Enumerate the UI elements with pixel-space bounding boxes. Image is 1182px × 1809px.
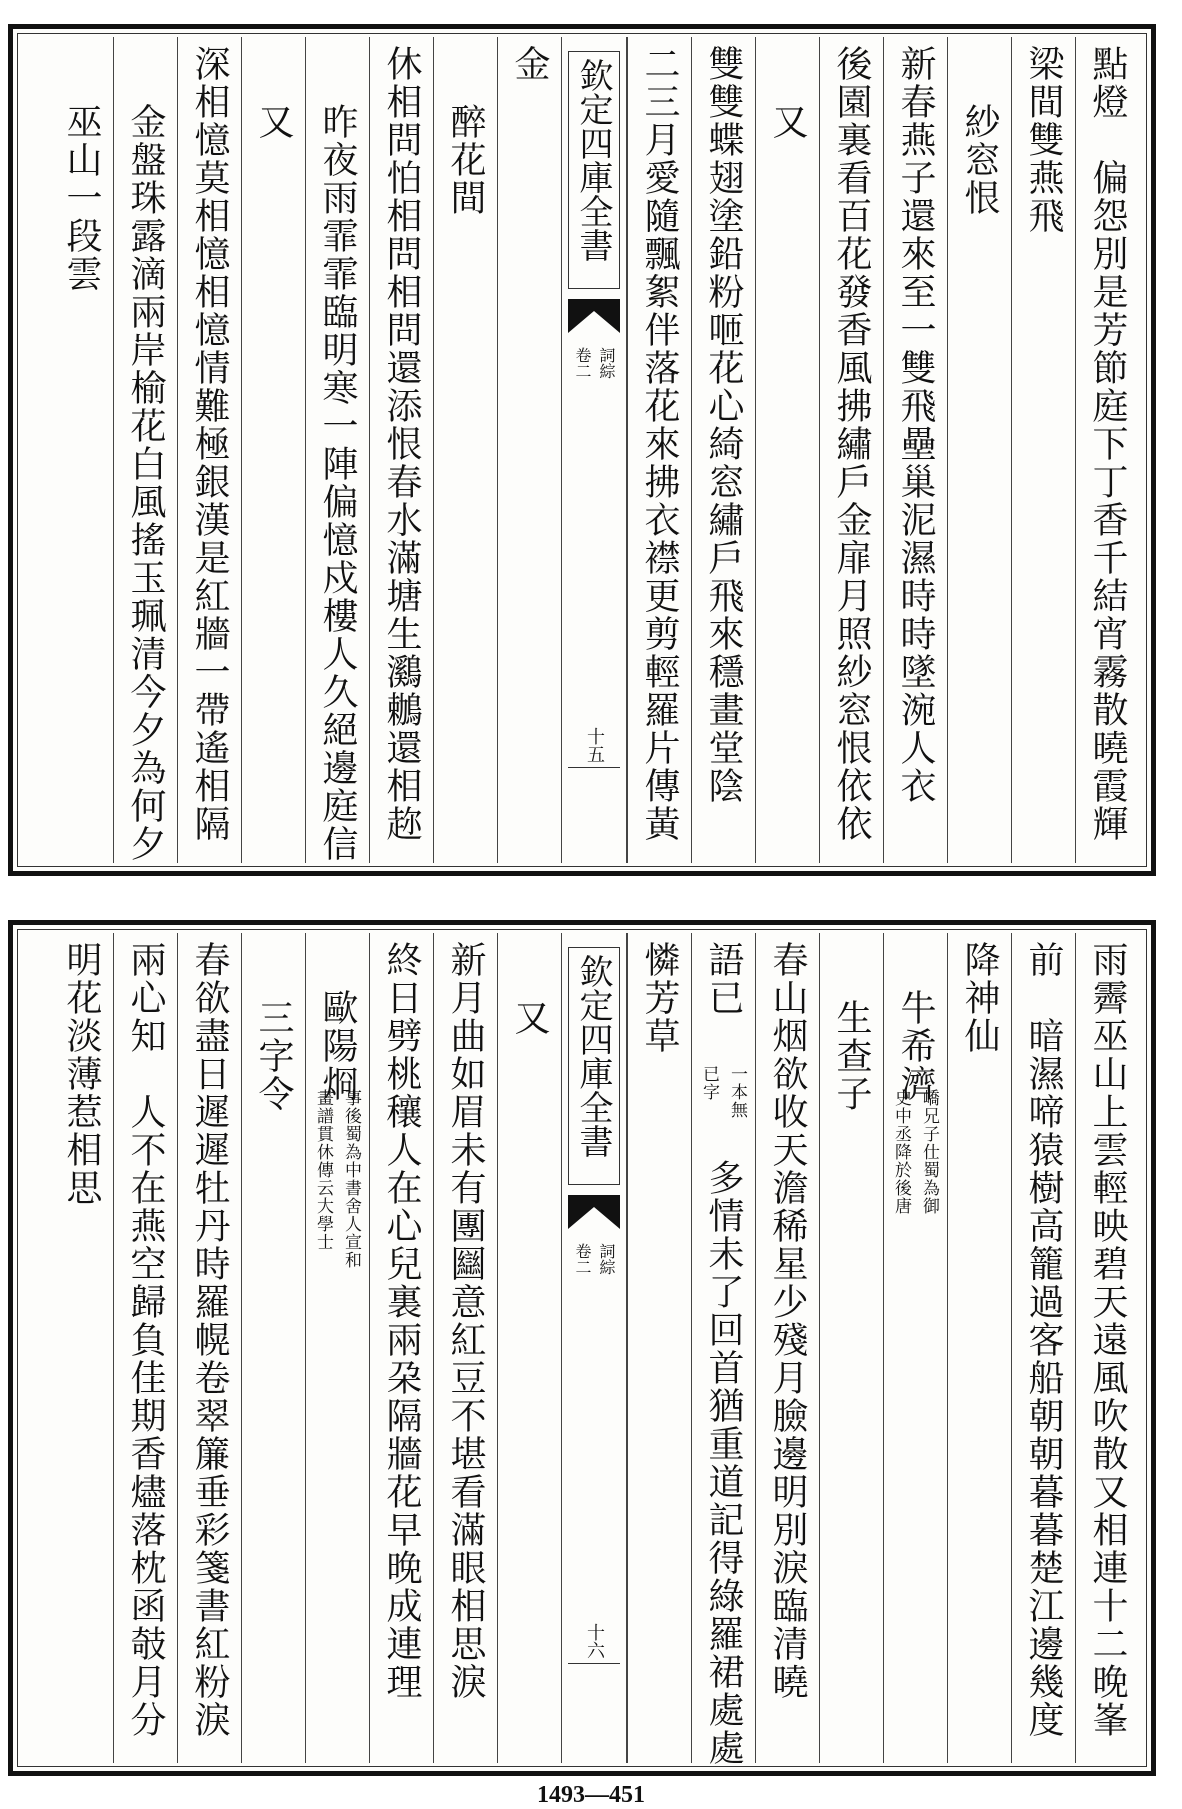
top-page [8, 24, 1156, 876]
text-column [947, 933, 1011, 1763]
annotation-note: 一本無 已字 [699, 1065, 747, 1119]
column-text: 點燈 偏怨別是芳節庭下丁香千結宵霧散曉霞輝 [1087, 45, 1128, 843]
column-text: 生查子 [831, 999, 872, 1113]
text-column [1011, 933, 1075, 1763]
column-text: 金 [509, 45, 550, 83]
bottom-page [8, 920, 1156, 1776]
page-number: 1493—451 [537, 1782, 645, 1808]
column-text: 休相問怕相問相問還添恨春水滿塘生鸂鶒還相趂 [381, 45, 422, 843]
folio-rule [568, 1663, 620, 1664]
text-column [369, 933, 433, 1763]
text-column [883, 933, 947, 1763]
folio-rule [568, 767, 620, 768]
column-text: 深相憶莫相憶相憶情難極銀漢是紅牆一帶遙相隔 [189, 45, 230, 843]
text-column [755, 933, 819, 1763]
text-column [627, 37, 691, 863]
text-column [241, 37, 305, 863]
column-text: 醉花間 [445, 103, 486, 217]
text-column [1075, 933, 1139, 1763]
annotation-note: 事後蜀為中書舍人宣和 畫譜貫休傳云大學士 [313, 1089, 361, 1269]
column-text: 終日劈桃穰人在心兒裏兩朶隔牆花早晚成連理 [381, 941, 422, 1701]
column-text: 前 暗濕啼猿樹高籠過客船朝朝暮暮楚江邊幾度 [1023, 941, 1064, 1739]
text-column [241, 933, 305, 1763]
text-column [1011, 37, 1075, 863]
volume-label: 詞綜 卷二 [573, 347, 616, 379]
text-column [49, 37, 113, 863]
center-column [561, 933, 627, 1763]
text-column [627, 933, 691, 1763]
column-text: 春山烟欲收天澹稀星少殘月臉邊明別淚臨清曉 [767, 941, 808, 1701]
column-text: 後園裏看百花發香風拂繡戶金扉月照紗窓恨依依 [831, 45, 872, 843]
fishtail-mark [568, 299, 620, 333]
column-text: 春欲盡日遲遲牡丹時羅幌卷翠簾垂彩箋書紅粉淚 [189, 941, 230, 1739]
volume-label: 詞綜 卷二 [573, 1243, 616, 1275]
text-column [113, 933, 177, 1763]
center-column [561, 37, 627, 863]
column-text: 昨夜雨霏霏臨明寒一陣偏憶戍樓人久絕邊庭信 [317, 103, 358, 863]
text-column [1075, 37, 1139, 863]
text-column [305, 933, 369, 1763]
text-column [433, 37, 497, 863]
text-column [113, 37, 177, 863]
column-text: 新月曲如眉未有團圝意紅豆不堪看滿眼相思淚 [445, 941, 486, 1701]
column-text: 二三月愛隨飄絮伴落花來拂衣襟更剪輕羅片傳黃 [639, 45, 680, 843]
text-column [755, 37, 819, 863]
text-column [433, 933, 497, 1763]
text-column [49, 933, 113, 1763]
text-column [177, 933, 241, 1763]
text-column [305, 37, 369, 863]
column-text: 歐陽烱 [317, 989, 358, 1103]
column-text: 雨霽巫山上雲輕映碧天遠風吹散又相連十二晚峯 [1087, 941, 1128, 1739]
column-text: 又 [767, 103, 808, 141]
column-text: 憐芳草 [639, 941, 680, 1055]
folio-number: 十五 [584, 727, 605, 763]
column-text: 紗窓恨 [959, 103, 1000, 217]
column-text: 三字令 [253, 999, 294, 1113]
text-column [691, 37, 755, 863]
column-text: 語已 [703, 941, 744, 1017]
column-text: 牛希濟 [895, 989, 936, 1103]
book-title: 欽定四庫全書 [568, 947, 620, 1185]
column-text: 雙雙蝶翅塗鉛粉咂花心綺窓繡戶飛來穩畫堂陰 [703, 45, 744, 805]
column-text: 明花淡薄惹相思 [61, 941, 102, 1207]
text-column [819, 933, 883, 1763]
text-column [177, 37, 241, 863]
text-column [497, 37, 561, 863]
column-text: 梁間雙燕飛 [1023, 45, 1064, 235]
text-column [369, 37, 433, 863]
column-text: 金盤珠露滴兩岸榆花白風搖玉珮清今夕為何夕 [125, 103, 166, 863]
fishtail-mark [568, 1195, 620, 1229]
text-column [497, 933, 561, 1763]
text-column [947, 37, 1011, 863]
annotation-note: 嶠兄子仕蜀為御 史中丞降於後唐 [891, 1089, 939, 1215]
text-column [691, 933, 755, 1767]
book-title: 欽定四庫全書 [568, 51, 620, 289]
column-text: 兩心知 人不在燕空歸負佳期香燼落枕函攲月分 [125, 941, 166, 1739]
column-text: 新春燕子還來至一雙飛壘巢泥濕時時墜涴人衣 [895, 45, 936, 805]
column-text: 多情未了回首猶重道記得綠羅裙處處 [703, 1159, 744, 1767]
column-text: 又 [253, 103, 294, 141]
folio-number: 十六 [584, 1623, 605, 1659]
column-text: 又 [509, 999, 550, 1037]
column-text: 降神仙 [959, 941, 1000, 1055]
column-text: 巫山一段雲 [61, 103, 102, 293]
text-column [819, 37, 883, 863]
text-column [883, 37, 947, 863]
